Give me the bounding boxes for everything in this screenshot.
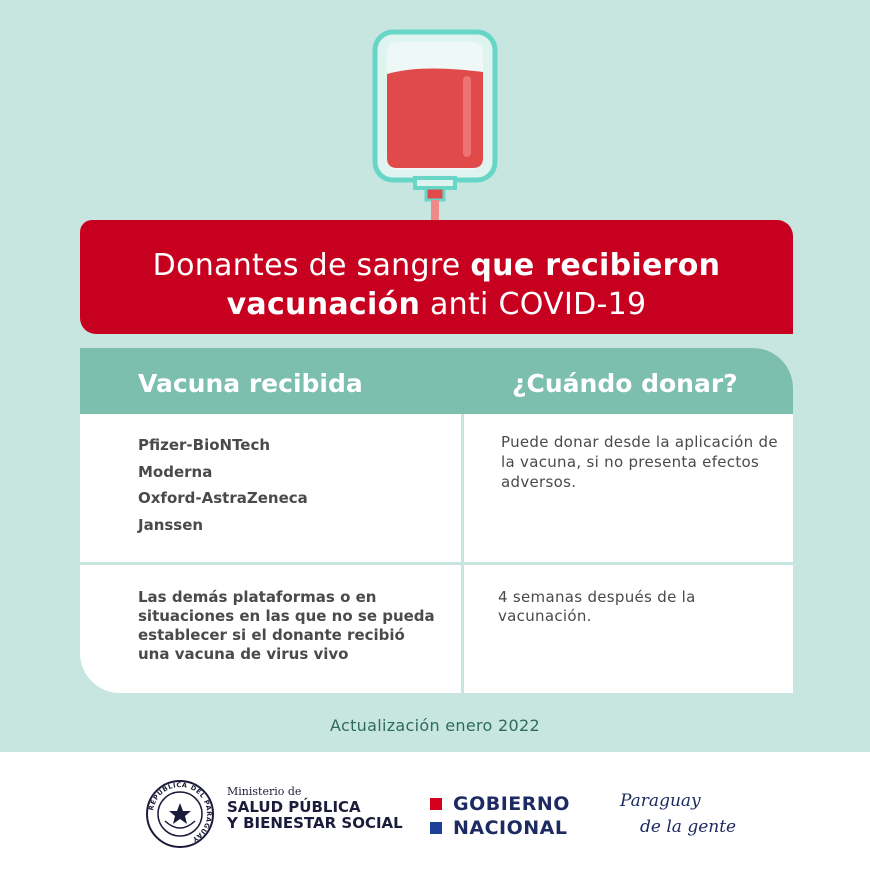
blue-square-icon [430,822,442,834]
paraguay-de-la-gente-logo [618,782,738,842]
row2-when-cell: 4 semanas después de la vacunación. [498,588,696,625]
vaccine-donation-table [80,348,793,693]
header-vaccine: Vacuna recibida [138,369,363,398]
svg-text:Paraguay: Paraguay [620,791,701,811]
list-item: Janssen [138,515,204,534]
red-square-icon [430,798,442,810]
footer [0,752,870,869]
title-line-2: vacunación anti COVID-19 [226,287,647,322]
svg-text:REPÚBLICA DEL PARAGUAY: REPÚBLICA DEL PARAGUAY [147,780,214,844]
title-line-1: Donantes de sangre que recibieron [152,248,721,283]
gobierno-nacional-logo: GOBIERNO NACIONAL [430,792,570,840]
header-when: ¿Cuándo donar? [512,369,738,398]
row-divider [80,562,793,565]
update-note: Actualización enero 2022 [330,716,540,735]
list-item: Pfizer-BioNTech [138,436,271,454]
list-item: Moderna [138,462,213,481]
row2-vaccine-cell: Las demás plataformas o en situaciones en las que no se pueda establecer si el donante recibió una vacuna de virus vivo [138,588,435,663]
table-header [80,348,793,414]
national-seal-icon [145,779,215,849]
column-divider [461,414,464,693]
vaccine-list [138,432,308,538]
ministry-logo: Ministerio de SALUD PÚBLICA Y BIENESTAR SOCIAL [227,785,403,832]
blood-bag-icon [365,28,505,223]
svg-text:de la gente: de la gente [640,817,737,837]
row1-when-cell: Puede donar desde la aplicación de la vacuna, si no presenta efectos adversos. [501,433,778,491]
list-item: Oxford-AstraZeneca [138,489,308,507]
title-banner [80,220,793,334]
